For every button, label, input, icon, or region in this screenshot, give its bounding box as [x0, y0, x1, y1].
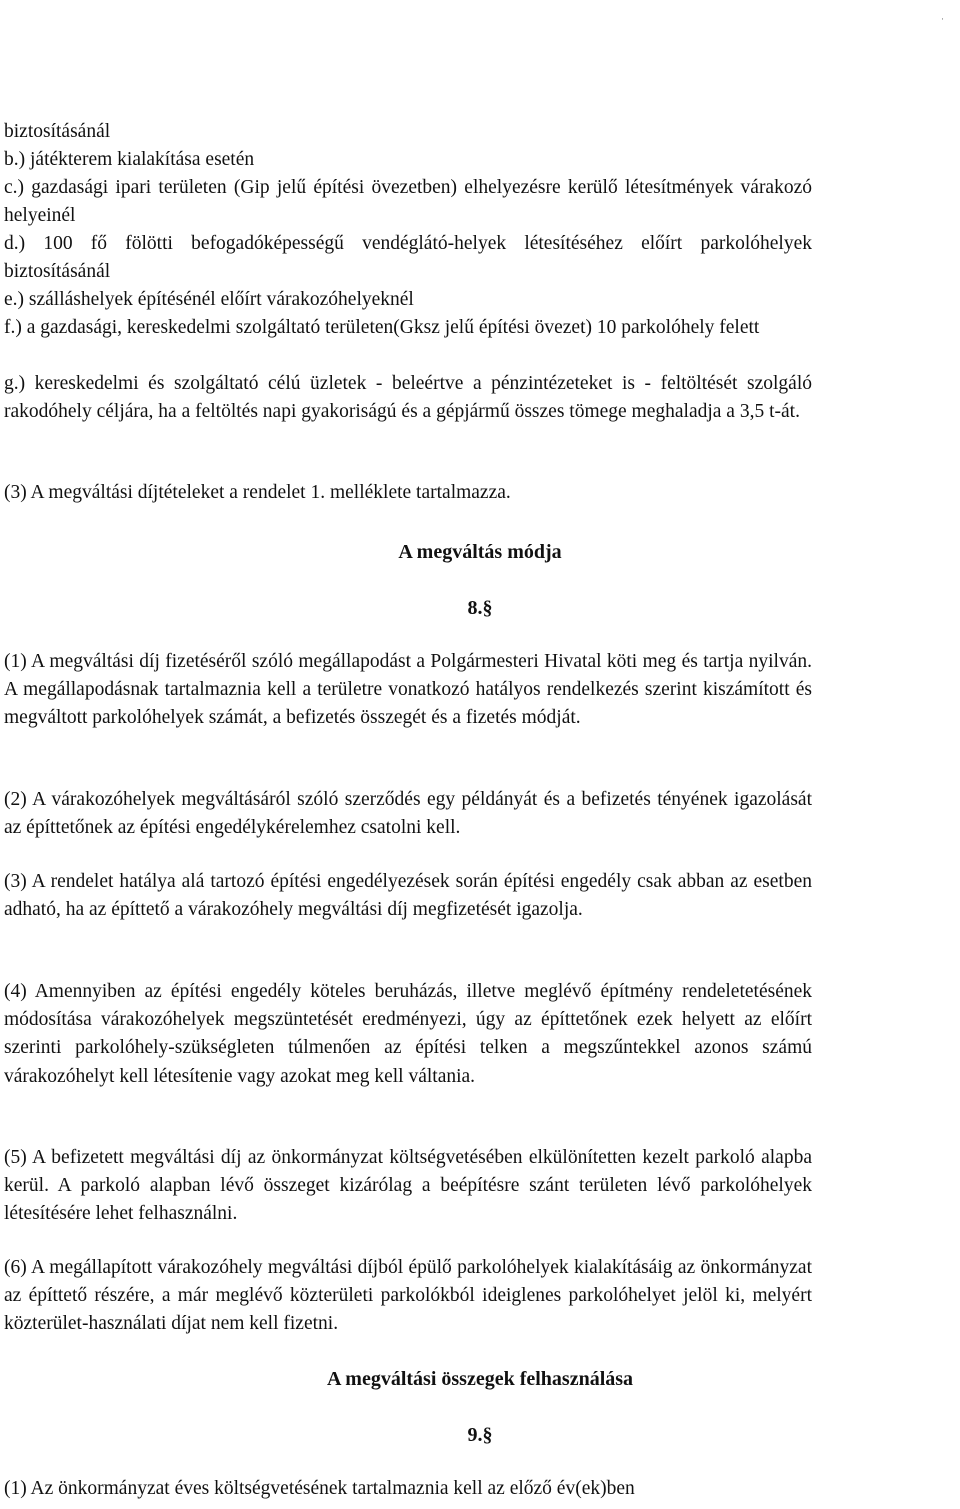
s8-paragraph-4: (4) Amennyiben az építési engedély köteles beruházás, illetve meglévő építmény rendeletetésének módosítása várakozóhelyek megszüntetését eredményezi, úgy az építtetőnek ezek helyett az előírt szerinti parkolóhely-szükségleten túlmenően az építési telken a megszűntekkel azonos számú várakozóhelyt kell létesítenie vagy azokat meg kell váltania. [4, 981, 812, 1087]
s8-paragraph-2: (2) A várakozóhelyek megváltásáról szóló szerződés egy példányát és a befizetés tényének igazolását az építtetőnek az építési engedélykérelemhez csatolni kell. [4, 789, 812, 839]
line-continuation: biztosításánál [4, 121, 111, 142]
section-heading-megvaltas-modja: A megváltás módja [398, 541, 562, 563]
s8-paragraph-5: (5) A befizetett megváltási díj az önkormányzat költségvetésében elkülönítetten kezelt parkoló alapba kerül. A parkoló alapban lévő összeget kizárólag a beépítésre szánt területen lévő parkolóhelyek létesítésére lehet felhasználni. [4, 1147, 812, 1225]
s9-paragraph-1: (1) Az önkormányzat éves költségvetésének tartalmaznia kell az előző év(ek)ben [4, 1478, 635, 1499]
item-g: g.) kereskedelmi és szolgáltató célú üzletek - beleértve a pénzintézeteket is - feltöltését szolgáló rakodóhely céljára, ha a feltöltés napi gyakoriságú és a gépjármű összes tömege meghaladja a 3,5 t-át. [4, 373, 812, 423]
item-e: e.) szálláshelyek építésénél előírt várakozóhelyeknél [4, 289, 414, 310]
section-heading-osszegek-felhasznalasa: A megváltási összegek felhasználása [326, 1368, 634, 1390]
item-b: b.) játékterem kialakítása esetén [4, 149, 255, 170]
scan-mark: · [941, 14, 944, 24]
s8-paragraph-1: (1) A megváltási díj fizetéséről szóló megállapodást a Polgármesteri Hivatal köti meg és tartja nyilván. A megállapodásnak tartalmaznia kell a területre vonatkozó hatályos rendelkezés szerint kiszámított és megváltott parkolóhelyek számát, a befizetés összegét és a fizetés módját. [4, 651, 812, 729]
item-d: d.) 100 fő fölötti befogadóképességű vendéglátó-helyek létesítéséhez előírt parkolóhelyek biztosításánál [4, 233, 812, 283]
s8-paragraph-6: (6) A megállapított várakozóhely megváltási díjból épülő parkolóhelyek kialakításáig az önkormányzat az építtető részére, a már meglévő közterületi parkolókból ideiglenes parkolóhelyet jelöl ki, melyért közterület-használati díjat nem kell fizetni. [4, 1257, 812, 1335]
section-number-9: 9.§ [467, 1424, 493, 1446]
paragraph-3: (3) A megváltási díjtételeket a rendelet 1. melléklete tartalmazza. [4, 482, 511, 503]
section-number-8: 8.§ [467, 597, 493, 619]
s8-paragraph-3: (3) A rendelet hatálya alá tartozó építési engedélyezések során építési engedély csak abban az esetben adható, ha az építtető a várakozóhely megváltási díj megfizetését igazolja. [4, 871, 812, 921]
item-f: f.) a gazdasági, kereskedelmi szolgáltató területen(Gksz jelű építési övezet) 10 parkolóhely felett [4, 317, 760, 338]
item-c: c.) gazdasági ipari területen (Gip jelű építési övezetben) elhelyezésre kerülő létesítmények várakozó helyeinél [4, 177, 812, 227]
